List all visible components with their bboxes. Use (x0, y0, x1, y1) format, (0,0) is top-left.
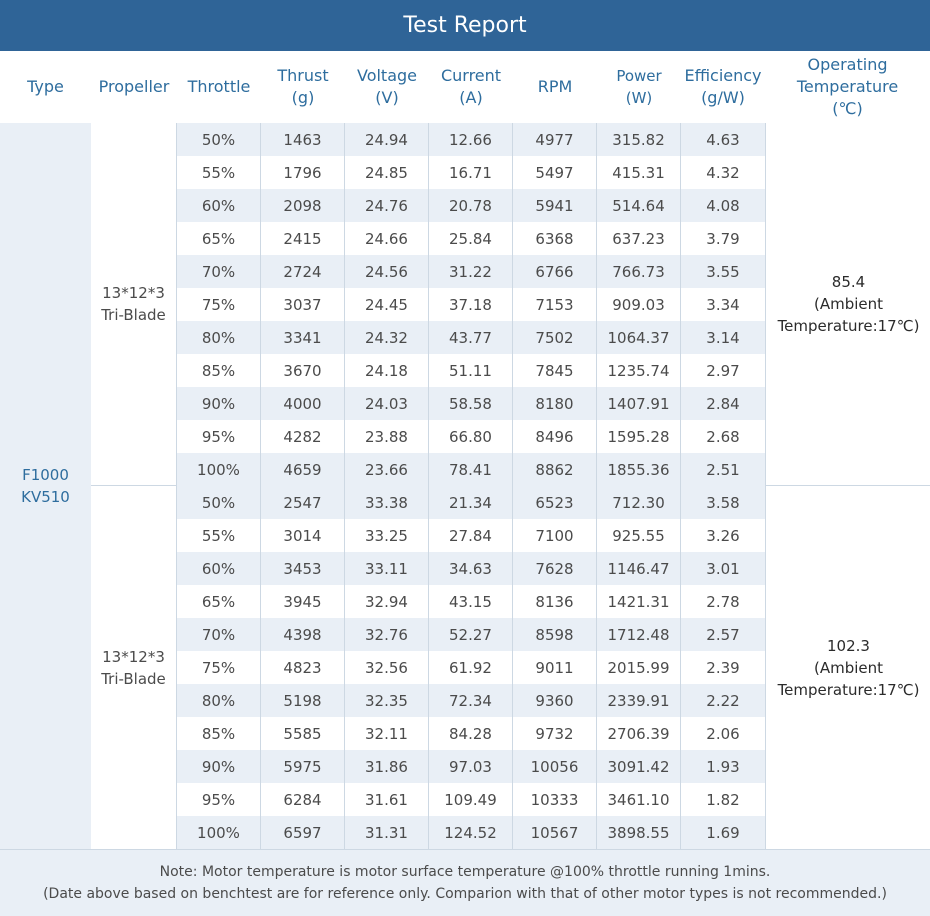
table-row (177, 552, 765, 585)
efficiency-cell: 4.63 (706, 130, 740, 149)
efficiency-cell: 2.51 (706, 460, 740, 479)
header-efficiency (681, 51, 765, 123)
rpm-cell: 6766 (513, 255, 597, 288)
throttle-cell: 70% (177, 618, 261, 651)
header-rpm (513, 51, 597, 123)
thrust-cell: 3037 (261, 288, 345, 321)
current-cell: 27.84 (429, 519, 513, 552)
rpm-cell: 9360 (513, 684, 597, 717)
efficiency-cell: 1.82 (706, 790, 740, 809)
voltage-cell: 32.11 (345, 717, 429, 750)
table-row (177, 321, 765, 354)
efficiency-cell: 3.14 (706, 328, 740, 347)
thrust-cell: 2415 (261, 222, 345, 255)
ambient-temperature: Temperature:17℃) (777, 317, 920, 335)
power-cell: 2706.39 (597, 717, 681, 750)
title-bar (0, 0, 930, 51)
header-current-unit: (A) (459, 88, 483, 107)
thrust-cell: 4823 (261, 651, 345, 684)
throttle-cell: 60% (177, 552, 261, 585)
throttle-cell: 95% (177, 783, 261, 816)
throttle-cell: 50% (177, 123, 261, 156)
voltage-cell: 24.56 (345, 255, 429, 288)
rpm-cell: 5941 (513, 189, 597, 222)
thrust-cell: 5198 (261, 684, 345, 717)
type-cell (0, 123, 92, 849)
rpm-cell: 9011 (513, 651, 597, 684)
power-cell: 514.64 (597, 189, 681, 222)
power-cell: 415.31 (597, 156, 681, 189)
table-row (177, 585, 765, 618)
thrust-cell: 3453 (261, 552, 345, 585)
thrust-cell: 1463 (261, 123, 345, 156)
thrust-cell: 4282 (261, 420, 345, 453)
throttle-cell: 100% (177, 816, 261, 849)
power-cell: 2015.99 (597, 651, 681, 684)
thrust-cell: 1796 (261, 156, 345, 189)
efficiency-cell: 2.22 (706, 691, 740, 710)
voltage-cell: 33.25 (345, 519, 429, 552)
rpm-cell: 8496 (513, 420, 597, 453)
propeller-blade: Tri-Blade (101, 306, 166, 324)
type-kv: KV510 (21, 488, 70, 506)
table-row (177, 486, 765, 519)
throttle-cell: 85% (177, 717, 261, 750)
header-operating-label: Operating (807, 55, 888, 74)
power-cell: 1421.31 (597, 585, 681, 618)
voltage-cell: 24.85 (345, 156, 429, 189)
power-cell: 1407.91 (597, 387, 681, 420)
throttle-cell: 75% (177, 288, 261, 321)
voltage-cell: 24.94 (345, 123, 429, 156)
rpm-cell: 9732 (513, 717, 597, 750)
power-cell: 637.23 (597, 222, 681, 255)
table-row (177, 189, 765, 222)
header-power-label: Power (616, 67, 662, 85)
rpm-cell: 7153 (513, 288, 597, 321)
voltage-cell: 33.11 (345, 552, 429, 585)
propeller-group-1 (91, 123, 930, 486)
voltage-cell: 32.35 (345, 684, 429, 717)
efficiency-cell: 3.34 (706, 295, 740, 314)
header-propeller (91, 51, 177, 123)
voltage-cell: 31.31 (345, 816, 429, 849)
current-cell: 34.63 (429, 552, 513, 585)
efficiency-cell: 2.06 (706, 724, 740, 743)
current-cell: 12.66 (429, 123, 513, 156)
efficiency-cell: 3.55 (706, 262, 740, 281)
rpm-cell: 8598 (513, 618, 597, 651)
throttle-cell: 95% (177, 420, 261, 453)
header-propeller-label: Propeller (98, 77, 170, 96)
throttle-cell: 55% (177, 156, 261, 189)
header-voltage-label: Voltage (356, 66, 417, 85)
propeller-size: 13*12*3 (102, 647, 165, 666)
thrust-cell: 3014 (261, 519, 345, 552)
voltage-cell: 24.76 (345, 189, 429, 222)
current-cell: 21.34 (429, 486, 513, 519)
voltage-cell: 24.66 (345, 222, 429, 255)
rpm-cell: 7502 (513, 321, 597, 354)
voltage-cell: 31.86 (345, 750, 429, 783)
efficiency-cell: 3.26 (706, 526, 740, 545)
power-cell: 909.03 (597, 288, 681, 321)
type-model: F1000 (22, 466, 69, 484)
header-temperature-label: Temperature (796, 77, 899, 96)
current-cell: 51.11 (429, 354, 513, 387)
efficiency-cell: 1.69 (706, 823, 740, 842)
voltage-cell: 24.18 (345, 354, 429, 387)
current-cell: 72.34 (429, 684, 513, 717)
current-cell: 61.92 (429, 651, 513, 684)
current-cell: 58.58 (429, 387, 513, 420)
footer-note (0, 849, 930, 916)
efficiency-cell: 1.93 (706, 757, 740, 776)
table-row (177, 354, 765, 387)
thrust-cell: 6597 (261, 816, 345, 849)
power-cell: 766.73 (597, 255, 681, 288)
rpm-cell: 7845 (513, 354, 597, 387)
efficiency-cell: 2.84 (706, 394, 740, 413)
thrust-cell: 3670 (261, 354, 345, 387)
table-row (177, 156, 765, 189)
power-cell: 925.55 (597, 519, 681, 552)
thrust-cell: 3341 (261, 321, 345, 354)
thrust-cell: 6284 (261, 783, 345, 816)
throttle-cell: 65% (177, 222, 261, 255)
power-cell: 712.30 (597, 486, 681, 519)
header-type (0, 51, 91, 123)
data-rows (177, 123, 765, 486)
throttle-cell: 60% (177, 189, 261, 222)
table-row (177, 519, 765, 552)
throttle-cell: 70% (177, 255, 261, 288)
efficiency-cell: 2.78 (706, 592, 740, 611)
current-cell: 84.28 (429, 717, 513, 750)
table-row (177, 717, 765, 750)
current-cell: 97.03 (429, 750, 513, 783)
header-rpm-label: RPM (537, 77, 573, 96)
power-cell: 1235.74 (597, 354, 681, 387)
propeller-blade: Tri-Blade (101, 669, 166, 688)
thrust-cell: 5975 (261, 750, 345, 783)
footer-note-line-1: Note: Motor temperature is motor surface temperature @100% throttle running 1mins. (159, 864, 771, 880)
power-cell: 1064.37 (597, 321, 681, 354)
propeller-size: 13*12*3 (102, 284, 165, 302)
ambient-label: (Ambient (813, 658, 884, 677)
header-efficiency-unit: (g/W) (701, 88, 745, 107)
voltage-cell: 24.03 (345, 387, 429, 420)
power-cell: 315.82 (597, 123, 681, 156)
header-temperature-unit: (℃) (832, 99, 863, 118)
voltage-cell: 24.45 (345, 288, 429, 321)
header-power (597, 51, 681, 123)
rpm-cell: 8136 (513, 585, 597, 618)
throttle-cell: 50% (177, 486, 261, 519)
rpm-cell: 8862 (513, 453, 597, 486)
efficiency-cell: 2.39 (706, 658, 740, 677)
power-cell: 1595.28 (597, 420, 681, 453)
header-operating-temperature (765, 51, 930, 123)
table-row (177, 816, 765, 849)
thrust-cell: 4000 (261, 387, 345, 420)
table-row (177, 750, 765, 783)
throttle-cell: 80% (177, 684, 261, 717)
thrust-cell: 5585 (261, 717, 345, 750)
header-throttle (177, 51, 261, 123)
throttle-cell: 75% (177, 651, 261, 684)
throttle-cell: 85% (177, 354, 261, 387)
propeller-cell (91, 486, 177, 849)
current-cell: 109.49 (429, 783, 513, 816)
efficiency-cell: 2.97 (706, 361, 740, 380)
power-cell: 1146.47 (597, 552, 681, 585)
rpm-cell: 4977 (513, 123, 597, 156)
current-cell: 52.27 (429, 618, 513, 651)
table-row (177, 288, 765, 321)
rpm-cell: 6368 (513, 222, 597, 255)
current-cell: 31.22 (429, 255, 513, 288)
table-row (177, 684, 765, 717)
voltage-cell: 33.38 (345, 486, 429, 519)
current-cell: 43.77 (429, 321, 513, 354)
operating-temperature-cell (765, 486, 930, 849)
efficiency-cell: 4.32 (706, 163, 740, 182)
current-cell: 37.18 (429, 288, 513, 321)
operating-temperature-value: 102.3 (827, 636, 870, 655)
voltage-cell: 32.56 (345, 651, 429, 684)
thrust-cell: 3945 (261, 585, 345, 618)
power-cell: 1712.48 (597, 618, 681, 651)
table-row (177, 222, 765, 255)
header-type-label: Type (27, 77, 64, 96)
header-thrust (261, 51, 345, 123)
ambient-label: (Ambient (813, 295, 884, 313)
header-thrust-label: Thrust (277, 66, 329, 85)
table-row (177, 420, 765, 453)
throttle-cell: 90% (177, 387, 261, 420)
current-cell: 25.84 (429, 222, 513, 255)
power-cell: 3091.42 (597, 750, 681, 783)
current-cell: 66.80 (429, 420, 513, 453)
throttle-cell: 100% (177, 453, 261, 486)
propeller-cell (91, 123, 177, 485)
current-cell: 43.15 (429, 585, 513, 618)
header-voltage-unit: (V) (375, 88, 399, 107)
rpm-cell: 6523 (513, 486, 597, 519)
table-row (177, 123, 765, 156)
header-thrust-unit: (g) (291, 88, 315, 107)
propeller-group-2 (91, 486, 930, 849)
table-row (177, 618, 765, 651)
page-title: Test Report (403, 13, 527, 38)
header-throttle-label: Throttle (187, 77, 251, 96)
voltage-cell: 23.88 (345, 420, 429, 453)
table-row (177, 651, 765, 684)
efficiency-cell: 2.68 (706, 427, 740, 446)
efficiency-cell: 2.57 (706, 625, 740, 644)
power-cell: 3461.10 (597, 783, 681, 816)
power-cell: 3898.55 (597, 816, 681, 849)
rpm-cell: 7628 (513, 552, 597, 585)
data-rows (177, 486, 765, 849)
efficiency-cell: 3.01 (706, 559, 740, 578)
operating-temperature-cell (765, 123, 930, 485)
thrust-cell: 4659 (261, 453, 345, 486)
table-row (177, 255, 765, 288)
efficiency-cell: 4.08 (706, 196, 740, 215)
footer-note-line-2: (Date above based on benchtest are for reference only. Comparion with that of other motor types is not recommended.) (43, 886, 887, 902)
throttle-cell: 55% (177, 519, 261, 552)
rpm-cell: 10056 (513, 750, 597, 783)
current-cell: 16.71 (429, 156, 513, 189)
current-cell: 78.41 (429, 453, 513, 486)
current-cell: 20.78 (429, 189, 513, 222)
header-current (429, 51, 513, 123)
table-header (0, 51, 930, 124)
ambient-temperature: Temperature:17℃) (777, 680, 920, 699)
efficiency-cell: 3.58 (706, 493, 740, 512)
voltage-cell: 24.32 (345, 321, 429, 354)
voltage-cell: 31.61 (345, 783, 429, 816)
power-cell: 1855.36 (597, 453, 681, 486)
header-efficiency-label: Efficiency (684, 66, 762, 85)
voltage-cell: 32.94 (345, 585, 429, 618)
rpm-cell: 10567 (513, 816, 597, 849)
rpm-cell: 7100 (513, 519, 597, 552)
header-voltage (345, 51, 429, 123)
table-row (177, 453, 765, 486)
rpm-cell: 8180 (513, 387, 597, 420)
table-row (177, 783, 765, 816)
rpm-cell: 10333 (513, 783, 597, 816)
thrust-cell: 2098 (261, 189, 345, 222)
thrust-cell: 2724 (261, 255, 345, 288)
thrust-cell: 4398 (261, 618, 345, 651)
current-cell: 124.52 (429, 816, 513, 849)
throttle-cell: 80% (177, 321, 261, 354)
table-row (177, 387, 765, 420)
power-cell: 2339.91 (597, 684, 681, 717)
rpm-cell: 5497 (513, 156, 597, 189)
voltage-cell: 32.76 (345, 618, 429, 651)
throttle-cell: 65% (177, 585, 261, 618)
thrust-cell: 2547 (261, 486, 345, 519)
header-power-unit: (W) (625, 89, 653, 107)
operating-temperature-value: 85.4 (831, 273, 866, 291)
table-body (0, 123, 930, 849)
throttle-cell: 90% (177, 750, 261, 783)
efficiency-cell: 3.79 (706, 229, 740, 248)
voltage-cell: 23.66 (345, 453, 429, 486)
header-current-label: Current (440, 66, 502, 85)
